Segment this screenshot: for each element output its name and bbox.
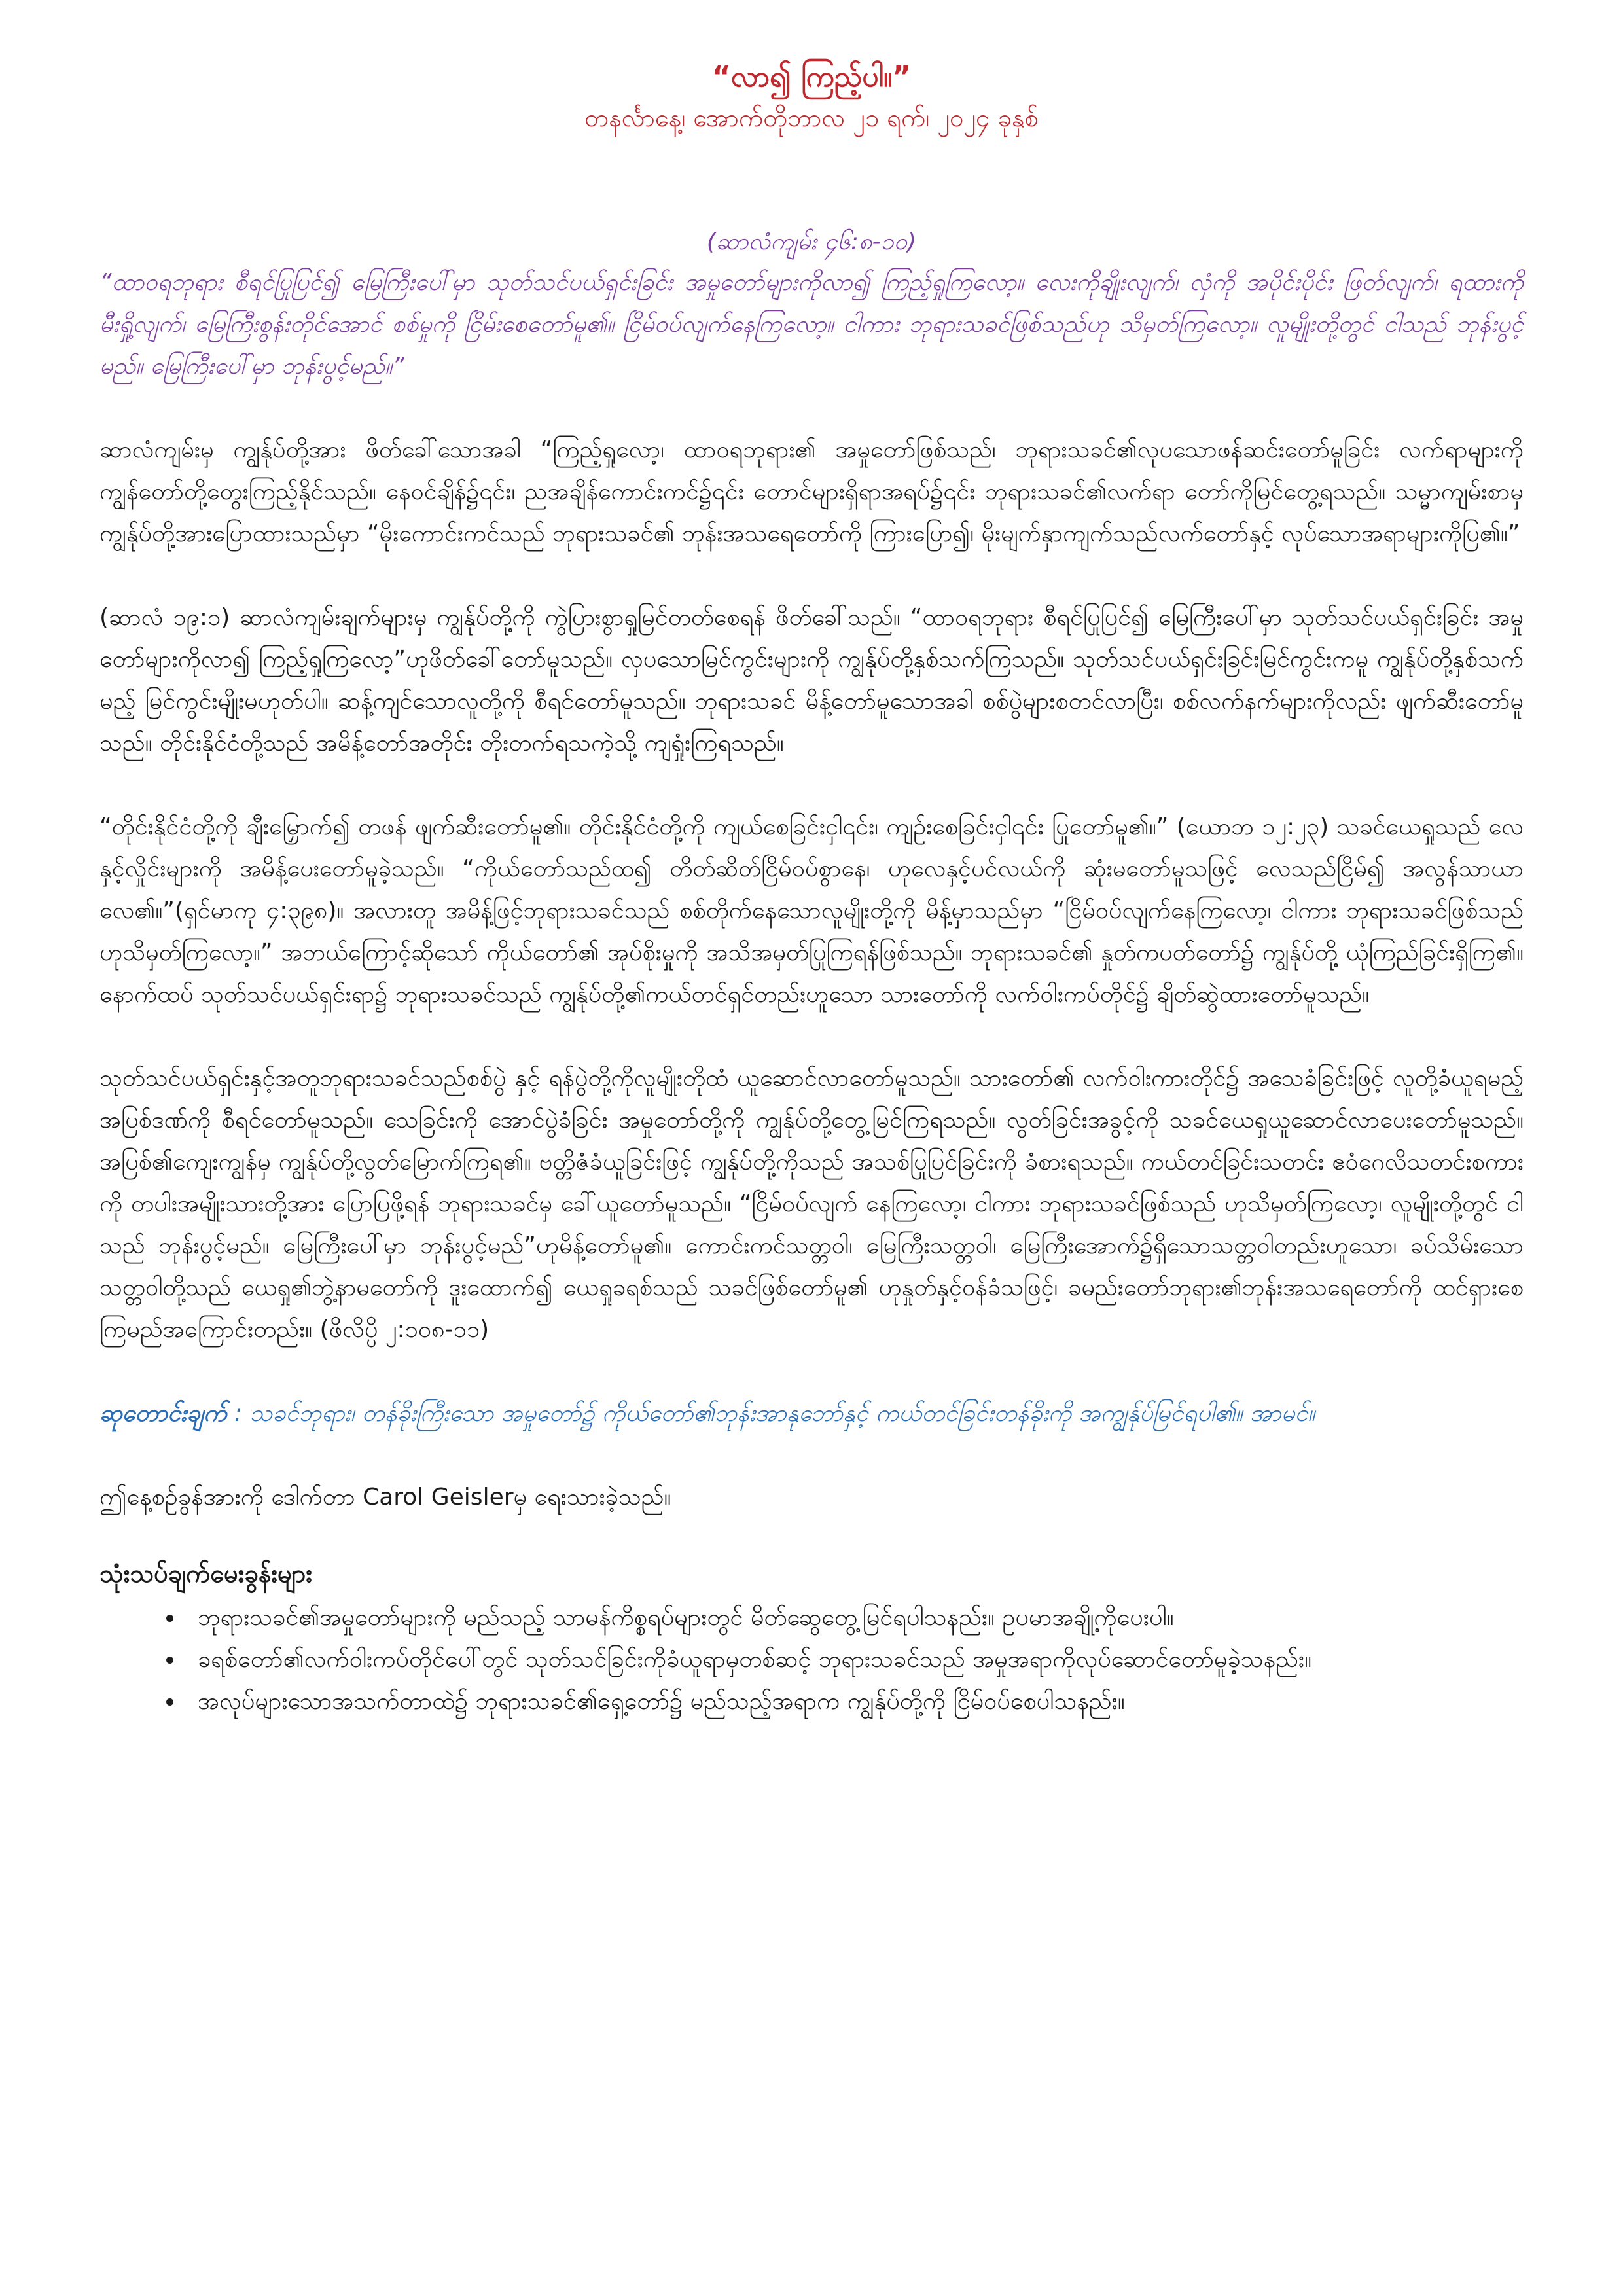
body-paragraph-3: “တိုင်းနိုင်ငံတို့ကို ချီးမြှောက်၍ တဖန် ဖျက်ဆီးတော်မူ၏။ တိုင်းနိုင်ငံတို့ကို ကျယ်စေခြင်းငှါ၎င်း၊ ကျဉ်းစေခြင်းငှါ၎င်း ပြုတော်မူ၏။” (ယောဘ ၁၂:၂၃) သခင်ယေရှုသည် လေနှင့်လှိုင်းများကို အမိန့်ပေးတော်မူခဲ့သည်။ “ကိုယ်တော်သည်ထ၍ တိတ်ဆိတ်ငြိမ်ဝပ်စွာနေ၊ ဟုလေနှင့်ပင်လယ်ကို ဆုံးမတော်မူသဖြင့် လေသည်ငြိမ်၍ အလွန်သာယာလေ၏။”(ရှင်မာကု ၄:၃၉၈)။ အလားတူ အမိန့်ဖြင့်ဘုရားသခင်သည် စစ်တိုက်နေသောလူမျိုးတို့ကို မိန့်မှာသည်မှာ “ငြိမ်ဝပ်လျက်နေကြလော့၊ ငါကား ဘုရားသခင်ဖြစ်သည် ဟုသိမှတ်ကြလော့။” အဘယ်ကြောင့်ဆိုသော် ကိုယ်တော်၏ အုပ်စိုးမှုကို အသိအမှတ်ပြုကြရန်ဖြစ်သည်။ ဘုရားသခင်၏ နှုတ်ကပတ်တော်၌ ကျွန်ုပ်တို့ ယုံကြည်ခြင်းရှိကြ၏။ နောက်ထပ် သုတ်သင်ပယ်ရှင်းရာ၌ ဘုရားသခင်သည် ကျွန်ုပ်တို့၏ကယ်တင်ရှင်တည်းဟူသော သားတော်ကို လက်ဝါးကပ်တိုင်၌ ချိတ်ဆွဲထားတော်မူသည်။ xyxy=(99,814,1524,1008)
body-paragraph-2: (ဆာလံ ၁၉:၁) ဆာလံကျမ်းချက်များမှ ကျွန်ုပ်တို့ကို ကွဲပြားစွာရှုမြင်တတ်စေရန် ဖိတ်ခေါ်သည်။ “ထာဝရဘုရား စီရင်ပြုပြင်၍ မြေကြီးပေါ်မှာ သုတ်သင်ပယ်ရှင်းခြင်း အမှုတော်များကိုလာ၍ ကြည့်ရှုကြလော့”ဟုဖိတ်ခေါ်တော်မူသည်။ လှပသောမြင်ကွင်းများကို ကျွန်ုပ်တို့နှစ်သက်ကြသည်။ သုတ်သင်ပယ်ရှင်းခြင်းမြင်ကွင်းကမူ ကျွန်ုပ်တို့နှစ်သက်မည့် မြင်ကွင်းမျိုးမဟုတ်ပါ။ ဆန့်ကျင်သောလူတို့ကို စီရင်တော်မူသည်။ ဘုရားသခင် မိန့်တော်မူသောအခါ စစ်ပွဲများစတင်လာပြီး၊ စစ်လက်နက်များကိုလည်း ဖျက်ဆီးတော်မူသည်။ တိုင်းနိုင်ငံတို့သည် အမိန့်တော်အတိုင်း တိုးတက်ရသကဲ့သို့ ကျရှုံးကြရသည်။ xyxy=(99,604,1524,757)
body-paragraph-4: သုတ်သင်ပယ်ရှင်းနှင့်အတူဘုရားသခင်သည်စစ်ပွဲ နှင့် ရန်ပွဲတို့ကိုလူမျိုးတိုထံ ယူဆောင်လာတော်မူသည်။ သားတော်၏ လက်ဝါးကားတိုင်၌ အသေခံခြင်းဖြင့် လူတို့ခံယူရမည့် အပြစ်ဒဏ်ကို စီရင်တော်မူသည်။ သေခြင်းကို အောင်ပွဲခံခြင်း အမှုတော်တို့ကို ကျွန်ုပ်တို့တွေ့မြင်ကြရသည်။ လွတ်ခြင်းအခွင့်ကို သခင်ယေရှုယူဆောင်လာပေးတော်မူသည်။ အပြစ်၏ကျေးကျွန်မှ ကျွန်ုပ်တို့လွတ်မြောက်ကြရ၏။ ဗတ္တိဇံခံယူခြင်းဖြင့် ကျွန်ုပ်တို့ကိုသည် အသစ်ပြုပြင်ခြင်းကို ခံစားရသည်။ ကယ်တင်ခြင်းသတင်း ဧဝံဂေလိသတင်းစကားကို တပါးအမျိုးသားတို့အား ပြောပြဖို့ရန် ဘုရားသခင်မှ ခေါ်ယူတော်မူသည်။ “ငြိမ်ဝပ်လျက် နေကြလော့၊ ငါကား ဘုရားသခင်ဖြစ်သည် ဟုသိမှတ်ကြလော့၊ လူမျိုးတို့တွင် ငါသည် ဘုန်းပွင့်မည်။ မြေကြီးပေါ်မှာ ဘုန်းပွင့်မည်”ဟုမိန့်တော်မူ၏။ ကောင်းကင်သတ္တဝါ၊ မြေကြီးသတ္တဝါ၊ မြေကြီးအောက်၌ရှိသောသတ္တဝါတည်းဟူသော၊ ခပ်သိမ်းသော သတ္တဝါတို့သည် ယေရှု၏ဘွဲ့နာမတော်ကို ဒူးထောက်၍ ယေရှုခရစ်သည် သခင်ဖြစ်တော်မူ၏ ဟုနှုတ်နှင့်ဝန်ခံသဖြင့်၊ ခမည်းတော်ဘုရား၏ဘုန်းအသရေတော်ကို ထင်ရှားစေကြမည်အကြောင်းတည်း။ (ဖိလိပ္ပိ ၂:၁၀၈-၁၁) xyxy=(99,1065,1524,1343)
scripture-quote: “ထာဝရဘုရား စီရင်ပြုပြင်၍ မြေကြီးပေါ်မှာ သုတ်သင်ပယ်ရှင်းခြင်း အမှုတော်များကိုလာ၍ ကြည့်ရှုကြလော့။ လေးကိုချိုးလျက်၊ လှံကို အပိုင်းပိုင်း ဖြတ်လျက်၊ ရထားကို မီးရှို့လျက်၊ မြေကြီးစွန်းတိုင်အောင် စစ်မှုကို ငြိမ်းစေတော်မူ၏။ ငြိမ်ဝပ်လျက်နေကြလော့။ ငါကား ဘုရားသခင်ဖြစ်သည်ဟု သိမှတ်ကြလော့။ လူမျိုးတို့တွင် ငါသည် ဘုန်းပွင့်မည်။ မြေကြီးပေါ်မှာ ဘုန်းပွင့်မည်။” xyxy=(99,269,1524,380)
list-item: • အလုပ်များသောအသက်တာထဲ၌ ဘုရားသခင်၏ရှေ့တော်၌ မည်သည့်အရာက ကျွန်ုပ်တို့ကို ငြိမ်ဝပ်စေပါသနည်း။ xyxy=(185,1681,1524,1723)
scripture-reference: (ဆာလံကျမ်း ၄၆:၈-၁၀) xyxy=(706,228,917,255)
questions-heading: သုံးသပ်ချက်မေးခွန်းများ xyxy=(99,1559,313,1588)
author-credit: ဤနေ့စဉ်ခွန်အားကို ဒေါက်တာ Carol Geislerမှ ရေးသားခဲ့သည်။ xyxy=(99,1484,671,1511)
prayer-block xyxy=(99,1393,1524,1435)
list-item: • ခရစ်တော်၏လက်ဝါးကပ်တိုင်ပေါ်တွင် သုတ်သင်ခြင်းကိုခံယူရာမှတစ်ဆင့် ဘုရားသခင်သည် အမှုအရာကိုလုပ်ဆောင်တော်မူခဲ့သနည်း။ xyxy=(185,1639,1524,1681)
prayer-label: ဆုတောင်းချက် xyxy=(99,1400,227,1427)
questions-list xyxy=(99,1597,1524,1723)
prayer-text: : သခင်ဘုရား၊ တန်ခိုးကြီးသော အမှုတော်၌ ကိုယ်တော်၏ဘုန်းအာနုဘော်နှင့် ကယ်တင်ခြင်းတန်ခိုးကို အကျွန်ုပ်မြင်ရပါ၏။ အာမင်။ xyxy=(226,1400,1315,1427)
page-title: “လာ၍ ကြည့်ပါ။” xyxy=(711,60,912,94)
list-item: • ဘုရားသခင်၏အမှုတော်များကို မည်သည့် သာမန်ကိစ္စရပ်များတွင် မိတ်ဆွေတွေ့မြင်ရပါသနည်း။ ဥပမာအချို့ကိုပေးပါ။ xyxy=(185,1597,1524,1639)
date-line: တနင်္လာနေ့၊ အောက်တိုဘာလ ၂၁ ရက်၊ ၂၀၂၄ ခုနှစ် xyxy=(584,103,1039,132)
body-paragraph-1: ဆာလံကျမ်းမှ ကျွန်ုပ်တို့အား ဖိတ်ခေါ်သောအခါ “ကြည့်ရှုလော့၊ ထာဝရဘုရား၏ အမှုတော်ဖြစ်သည်၊ ဘုရားသခင်၏လုပသောဖန်ဆင်းတော်မူခြင်း လက်ရာများကို ကျွန်တော်တို့တွေးကြည့်နိုင်သည်။ နေဝင်ချိန်၌၎င်း၊ ညအချိန်ကောင်းကင်၌၎င်း တောင်များရှိရာအရပ်၌၎င်း ဘုရားသခင်၏လက်ရာ တော်ကိုမြင်တွေ့ရသည်။ သမ္မာကျမ်းစာမှ ကျွန်ုပ်တို့အားပြောထားသည်မှာ “မိုးကောင်းကင်သည် ဘုရားသခင်၏ ဘုန်းအသရေတော်ကို ကြားပြော၍၊ မိုးမျက်နှာကျက်သည်လက်တော်နှင့် လုပ်သောအရာများကိုပြ၏။” xyxy=(99,437,1524,547)
